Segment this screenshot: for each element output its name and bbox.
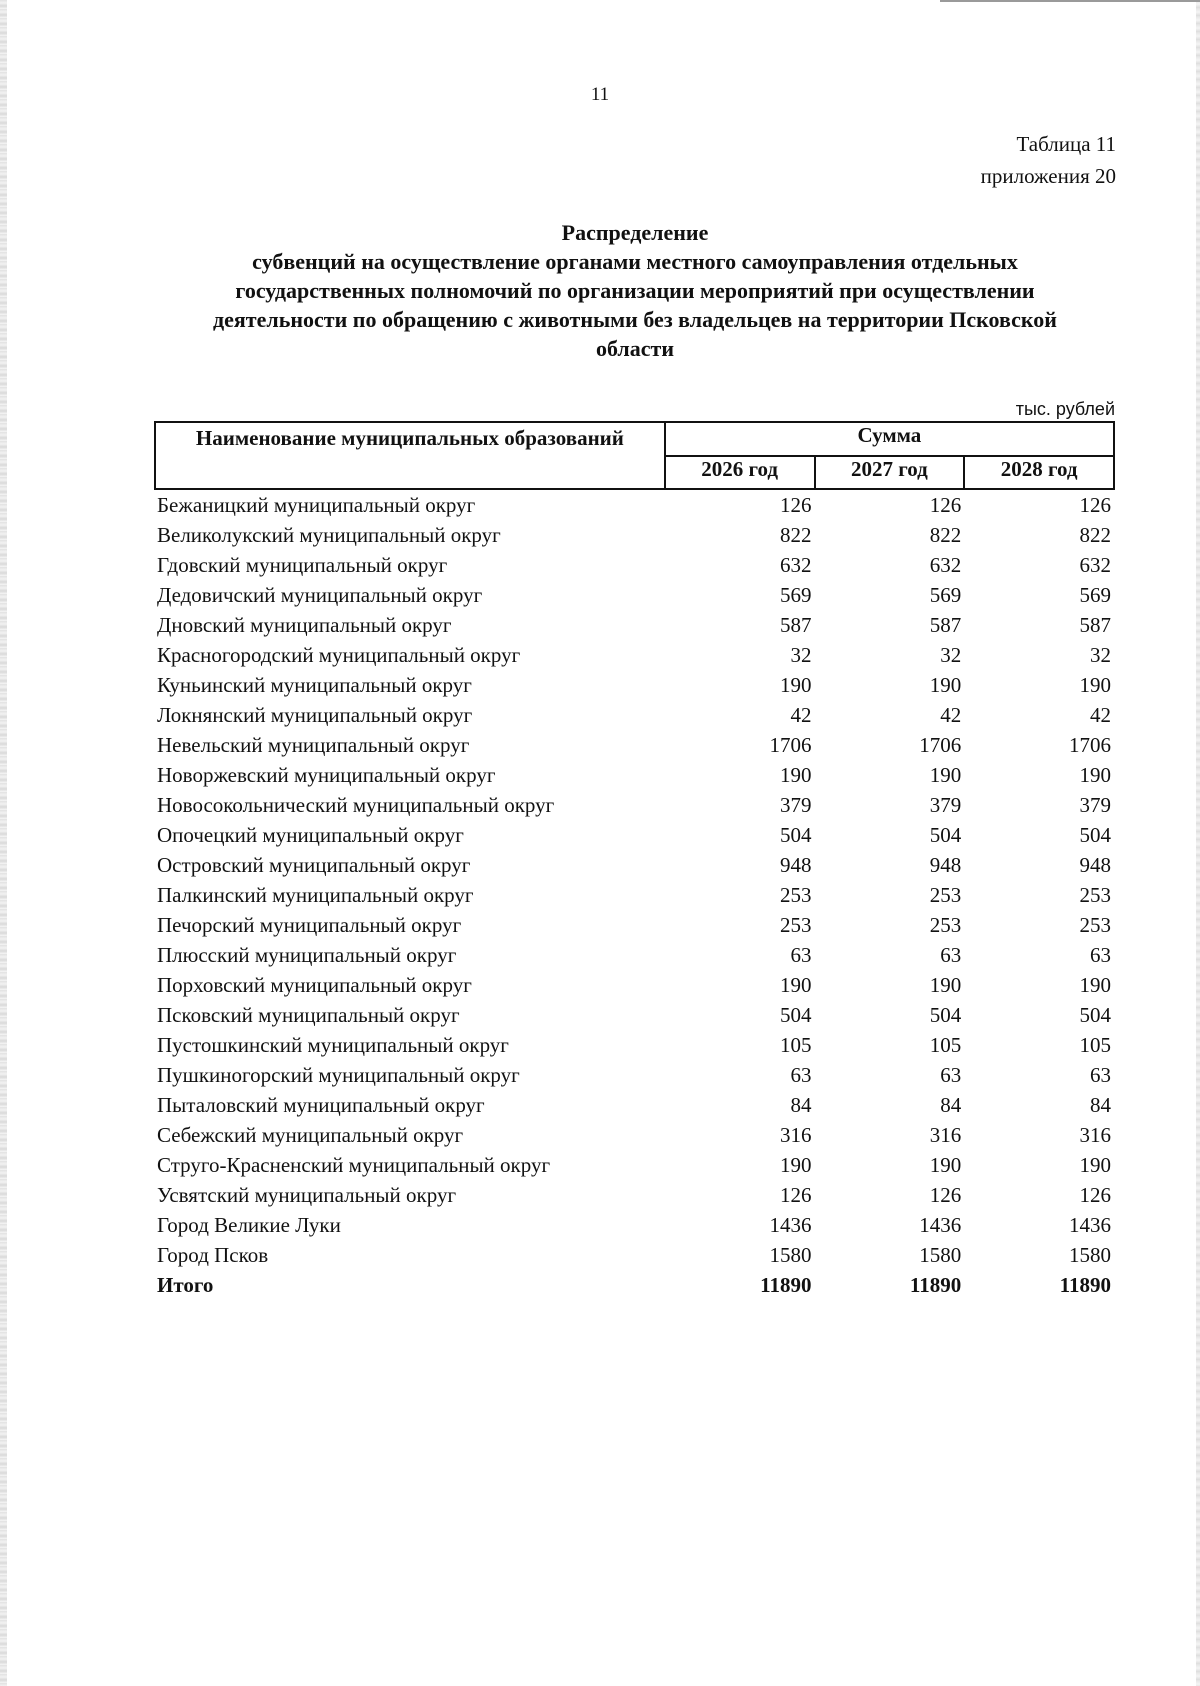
amount-2027: 42	[940, 703, 962, 727]
amount-2028: 948	[1079, 853, 1111, 877]
table-reference-line1: Таблица 11	[1016, 132, 1116, 156]
amount-2026: 569	[780, 583, 812, 607]
amount-2026: 504	[780, 823, 812, 847]
municipality-name: Бежаницкий муниципальный округ	[157, 493, 476, 517]
title-line3: государственных полномочий по организации мероприятий при осуществлении	[235, 278, 1035, 303]
amount-2028: 63	[1090, 943, 1111, 967]
header-year-2028: 2028 год	[964, 456, 1114, 490]
amount-2027: 126	[929, 1183, 962, 1207]
municipality-name: Усвятский муниципальный округ	[157, 1183, 457, 1207]
amount-2026: 126	[780, 1183, 812, 1207]
table-row	[155, 489, 1114, 520]
municipality-name: Локнянский муниципальный округ	[157, 703, 473, 727]
table-row	[155, 820, 1114, 850]
table-row	[155, 850, 1114, 880]
header-municipality: Наименование муниципальных образований	[155, 422, 665, 489]
amount-2026: 253	[780, 913, 812, 937]
amount-2026: 1436	[769, 1213, 812, 1237]
amount-2028: 504	[1079, 823, 1111, 847]
header-row-1	[155, 422, 1114, 456]
table-row	[155, 1060, 1114, 1090]
amount-2026: 42	[790, 703, 812, 727]
amount-2027: 63	[940, 943, 962, 967]
title-line1: Распределение	[561, 220, 709, 245]
table-row	[155, 1240, 1114, 1270]
table-row	[155, 580, 1114, 610]
amount-2026: 316	[780, 1123, 812, 1147]
amount-2028: 1580	[1069, 1243, 1111, 1267]
amount-2026: 84	[790, 1093, 812, 1117]
municipality-name: Город Великие Луки	[157, 1213, 341, 1237]
scan-edge-right	[1196, 0, 1200, 1686]
municipality-name: Невельский муниципальный округ	[157, 733, 470, 757]
municipality-name: Пушкиногорский муниципальный округ	[157, 1063, 520, 1087]
amount-2028: 1436	[1069, 1213, 1111, 1237]
total-2026: 11890	[760, 1273, 812, 1297]
title-line5: области	[595, 336, 675, 361]
municipality-name: Себежский муниципальный округ	[157, 1123, 464, 1147]
table-row	[155, 970, 1114, 1000]
amount-2027: 632	[929, 553, 962, 577]
amount-2028: 126	[1079, 1183, 1111, 1207]
header-year-2026: 2026 год	[665, 456, 815, 490]
amount-2028: 632	[1079, 553, 1111, 577]
table-row	[155, 880, 1114, 910]
municipality-name: Красногородский муниципальный округ	[157, 643, 521, 667]
page-number: 11	[590, 84, 610, 105]
title-line2: субвенций на осуществление органами местного самоуправления отдельных	[252, 249, 1018, 274]
table-row	[155, 1180, 1114, 1210]
amount-2028: 32	[1090, 643, 1111, 667]
table-row	[155, 730, 1114, 760]
units-label: тыс. рублей	[1015, 399, 1115, 419]
amount-2027: 190	[929, 1153, 962, 1177]
municipality-name: Город Псков	[157, 1243, 269, 1267]
amount-2028: 253	[1079, 913, 1111, 937]
amount-2028: 1706	[1069, 733, 1111, 757]
amount-2027: 1706	[919, 733, 962, 757]
amount-2027: 253	[929, 883, 962, 907]
amount-2028: 84	[1090, 1093, 1111, 1117]
amount-2026: 32	[790, 643, 812, 667]
municipality-name: Великолукский муниципальный округ	[157, 523, 501, 547]
amount-2028: 379	[1079, 793, 1111, 817]
document-title	[140, 218, 1130, 363]
amount-2027: 379	[929, 793, 962, 817]
municipality-name: Новосокольнический муниципальный округ	[157, 793, 555, 817]
amount-2028: 504	[1079, 1003, 1111, 1027]
amount-2028: 126	[1079, 493, 1111, 517]
amount-2027: 190	[929, 673, 962, 697]
municipality-name: Порховский муниципальный округ	[157, 973, 472, 997]
municipality-name: Пыталовский муниципальный округ	[157, 1093, 485, 1117]
amount-2027: 1580	[919, 1243, 962, 1267]
amount-2026: 190	[780, 1153, 812, 1177]
table-row	[155, 760, 1114, 790]
amount-2027: 569	[929, 583, 962, 607]
table-row	[155, 1000, 1114, 1030]
table-row	[155, 1120, 1114, 1150]
table-row	[155, 520, 1114, 550]
amount-2026: 822	[780, 523, 812, 547]
table-row	[155, 550, 1114, 580]
table-body	[155, 489, 1114, 1300]
table-row	[155, 1210, 1114, 1240]
amount-2028: 190	[1079, 973, 1111, 997]
amount-2027: 63	[940, 1063, 962, 1087]
amount-2027: 253	[929, 913, 962, 937]
scan-edge-left	[0, 0, 7, 1686]
amount-2027: 948	[929, 853, 962, 877]
table-row	[155, 700, 1114, 730]
amount-2028: 822	[1079, 523, 1111, 547]
total-row	[155, 1270, 1114, 1300]
municipality-name: Опочецкий муниципальный округ	[157, 823, 464, 847]
amount-2027: 1436	[919, 1213, 962, 1237]
municipality-name: Куньинский муниципальный округ	[157, 673, 472, 697]
table-row	[155, 1090, 1114, 1120]
amount-2026: 1706	[769, 733, 812, 757]
municipality-name: Островский муниципальный округ	[157, 853, 471, 877]
amount-2027: 190	[929, 763, 962, 787]
table-row	[155, 940, 1114, 970]
table-reference-line2: приложения 20	[980, 164, 1116, 188]
table-row	[155, 610, 1114, 640]
total-2027: 11890	[909, 1273, 962, 1297]
amount-2027: 84	[940, 1093, 962, 1117]
amount-2026: 105	[780, 1033, 812, 1057]
amount-2028: 190	[1079, 763, 1111, 787]
amount-2028: 190	[1079, 673, 1111, 697]
municipality-name: Печорский муниципальный округ	[157, 913, 462, 937]
total-label: Итого	[157, 1273, 214, 1297]
amount-2026: 379	[780, 793, 812, 817]
amount-2028: 587	[1079, 613, 1111, 637]
amount-2026: 504	[780, 1003, 812, 1027]
table-row	[155, 640, 1114, 670]
table-reference	[981, 128, 1116, 192]
amount-2027: 504	[929, 1003, 962, 1027]
amount-2027: 587	[929, 613, 962, 637]
amount-2028: 63	[1090, 1063, 1111, 1087]
municipality-name: Дновский муниципальный округ	[157, 613, 452, 637]
amount-2028: 105	[1079, 1033, 1111, 1057]
municipality-name: Новоржевский муниципальный округ	[157, 763, 496, 787]
amount-2026: 190	[780, 673, 812, 697]
amount-2027: 190	[929, 973, 962, 997]
municipality-name: Палкинский муниципальный округ	[157, 883, 474, 907]
amount-2027: 822	[929, 523, 962, 547]
amount-2026: 63	[790, 943, 812, 967]
amount-2027: 316	[929, 1123, 962, 1147]
table-row	[155, 670, 1114, 700]
amount-2028: 316	[1079, 1123, 1111, 1147]
table-row	[155, 1150, 1114, 1180]
amount-2027: 32	[940, 643, 962, 667]
amount-2026: 190	[780, 973, 812, 997]
total-2028: 11890	[1059, 1273, 1111, 1297]
municipality-name: Псковский муниципальный округ	[157, 1003, 460, 1027]
amount-2028: 190	[1079, 1153, 1111, 1177]
municipality-name: Струго-Красненский муниципальный округ	[157, 1153, 551, 1177]
header-year-2027: 2027 год	[815, 456, 965, 490]
amount-2028: 42	[1090, 703, 1111, 727]
table-row	[155, 1030, 1114, 1060]
amount-2028: 253	[1079, 883, 1111, 907]
amount-2026: 632	[780, 553, 812, 577]
amount-2026: 126	[780, 493, 812, 517]
table-row	[155, 910, 1114, 940]
amount-2026: 63	[790, 1063, 812, 1087]
amount-2027: 126	[929, 493, 962, 517]
amount-2026: 253	[780, 883, 812, 907]
amount-2026: 190	[780, 763, 812, 787]
subventions-table	[154, 421, 1115, 1300]
amount-2027: 504	[929, 823, 962, 847]
scan-edge-top	[940, 0, 1200, 2]
municipality-name: Гдовский муниципальный округ	[157, 553, 448, 577]
table-row	[155, 790, 1114, 820]
municipality-name: Пустошкинский муниципальный округ	[157, 1033, 509, 1057]
amount-2026: 1580	[769, 1243, 812, 1267]
amount-2027: 105	[929, 1033, 962, 1057]
header-sum: Сумма	[665, 422, 1114, 456]
amount-2026: 587	[780, 613, 812, 637]
title-line4: деятельности по обращению с животными без владельцев на территории Псковской	[213, 307, 1057, 332]
municipality-name: Плюсский муниципальный округ	[157, 943, 457, 967]
table-header	[155, 422, 1114, 489]
amount-2026: 948	[780, 853, 812, 877]
municipality-name: Дедовичский муниципальный округ	[157, 583, 483, 607]
amount-2028: 569	[1079, 583, 1111, 607]
